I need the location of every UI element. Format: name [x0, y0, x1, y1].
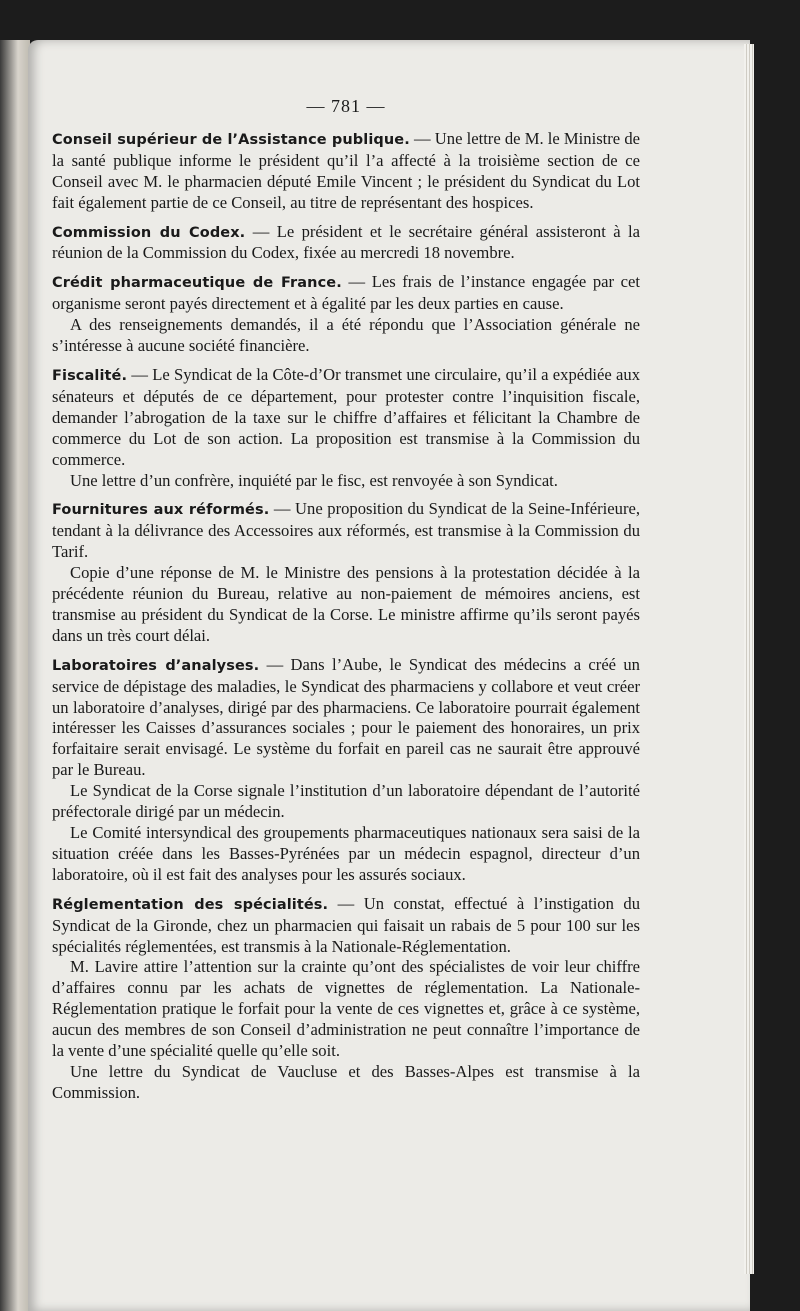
section-fournitures-reformes [52, 499, 640, 563]
section-heading: Conseil supérieur de l’Assistance publique. [52, 131, 410, 148]
section-text: — Un constat, effectué à l’instigation du Syndicat de la Gironde, chez un pharmacien qui faisait un rabais de 5 pour 100 sur les spécialités réglementées, est transmis à la Nationale-Réglementation. [52, 893, 640, 956]
section-heading: Commission du Codex. [52, 224, 246, 241]
section-credit-pharmaceutique [52, 272, 640, 315]
section-conseil-superieur [52, 129, 640, 214]
section-text: — Le président et le secrétaire général assisteront à la réunion de la Commission du Codex, fixée au mercredi 18 novembre. [52, 221, 640, 263]
paragraph: A des renseignements demandés, il a été répondu que l’Association générale ne s’intéresse à aucune société financière. [52, 315, 640, 356]
paragraph: Copie d’une réponse de M. le Ministre des pensions à la protestation décidée à la précédente réunion du Bureau, relative au non-paiement de mémoires anciens, est transmise au président du Syndicat de la Corse. Le ministre affirme qu’ils seront payés dans un très court délai. [52, 563, 640, 645]
section-text: — Les frais de l’instance engagée par cet organisme seront payés directement et à égalité par les deux parties en cause. [52, 272, 640, 314]
section-reglementation-specialites [52, 894, 640, 958]
page-number: — 781 — [306, 96, 386, 116]
section-heading: Crédit pharmaceutique de France. [52, 275, 342, 292]
section-fiscalite [52, 365, 640, 471]
section-heading: Fiscalité. [52, 367, 128, 384]
paragraph: Une lettre d’un confrère, inquiété par le fisc, est renvoyée à son Syndicat. [70, 470, 558, 490]
paragraph: M. Lavire attire l’attention sur la crainte qu’ont des spécialistes de voir leur chiffre d’affaires connu par les achats de vignettes de réglementation. La Nationale-Réglementation pratique le forfait pour la vente de ces vignettes et, grâce à ce système, aucun des membres de son Conseil d’administration ne peut connaître l’importance de la vente d’une spécialité quelle qu’elle soit. [52, 957, 640, 1061]
section-laboratoires-analyses [52, 655, 640, 781]
section-text: — Le Syndicat de la Côte-d’Or transmet une circulaire, qu’il a expédiée aux sénateurs et députés de ce département, pour protester contre l’inquisition fiscale, demander l’abrogation de la taxe sur le chiffre d’affaires et félicitant la Chambre de commerce du Lot de son action. La proposition est transmise à la Commission du commerce. [52, 364, 640, 469]
page-text [52, 96, 640, 1104]
section-commission-codex [52, 222, 640, 265]
paragraph: Le Comité intersyndical des groupements pharmaceutiques nationaux sera saisi de la situation créée dans les Basses-Pyrénées par un médecin espagnol, directeur d’un laboratoire, où il est fait des analyses pour les assurés sociaux. [52, 823, 640, 884]
section-text: — Dans l’Aube, le Syndicat des médecins a créé un service de dépistage des maladies, le Syndicat des pharmaciens y collabore et veut créer un laboratoire d’analyses, dirigé par des pharmaciens. Ce laboratoire pourrait également intéresser les Caisses d’assurances sociales ; pour le paiement des honoraires, un prix forfaitaire serait envisagé. Le système du forfait en pareil cas ne saurait être approuvé par le Bureau. [52, 654, 640, 780]
adjacent-page-edge [0, 40, 30, 1311]
section-heading: Laboratoires d’analyses. [52, 657, 260, 674]
paragraph: Le Syndicat de la Corse signale l’institution d’un laboratoire dépendant de l’autorité préfectorale dirigé par un médecin. [52, 781, 640, 822]
section-text: — Une proposition du Syndicat de la Seine-Inférieure, tendant à la délivrance des Accessoires aux réformés, est transmise à la Commission du Tarif. [52, 499, 640, 562]
page-stack-edge [744, 44, 754, 1274]
section-text: — Une lettre de M. le Ministre de la santé publique informe le président qu’il l’a affecté à la troisième section de ce Conseil avec M. le pharmacien député Emile Vincent ; le président du Syndicat du Lot fait également partie de ce Conseil, au titre de représentant des hospices. [52, 128, 640, 212]
paragraph: Une lettre du Syndicat de Vaucluse et des Basses-Alpes est transmise à la Commission. [52, 1061, 640, 1102]
section-heading: Fournitures aux réformés. [52, 502, 270, 519]
section-heading: Réglementation des spécialités. [52, 896, 329, 913]
